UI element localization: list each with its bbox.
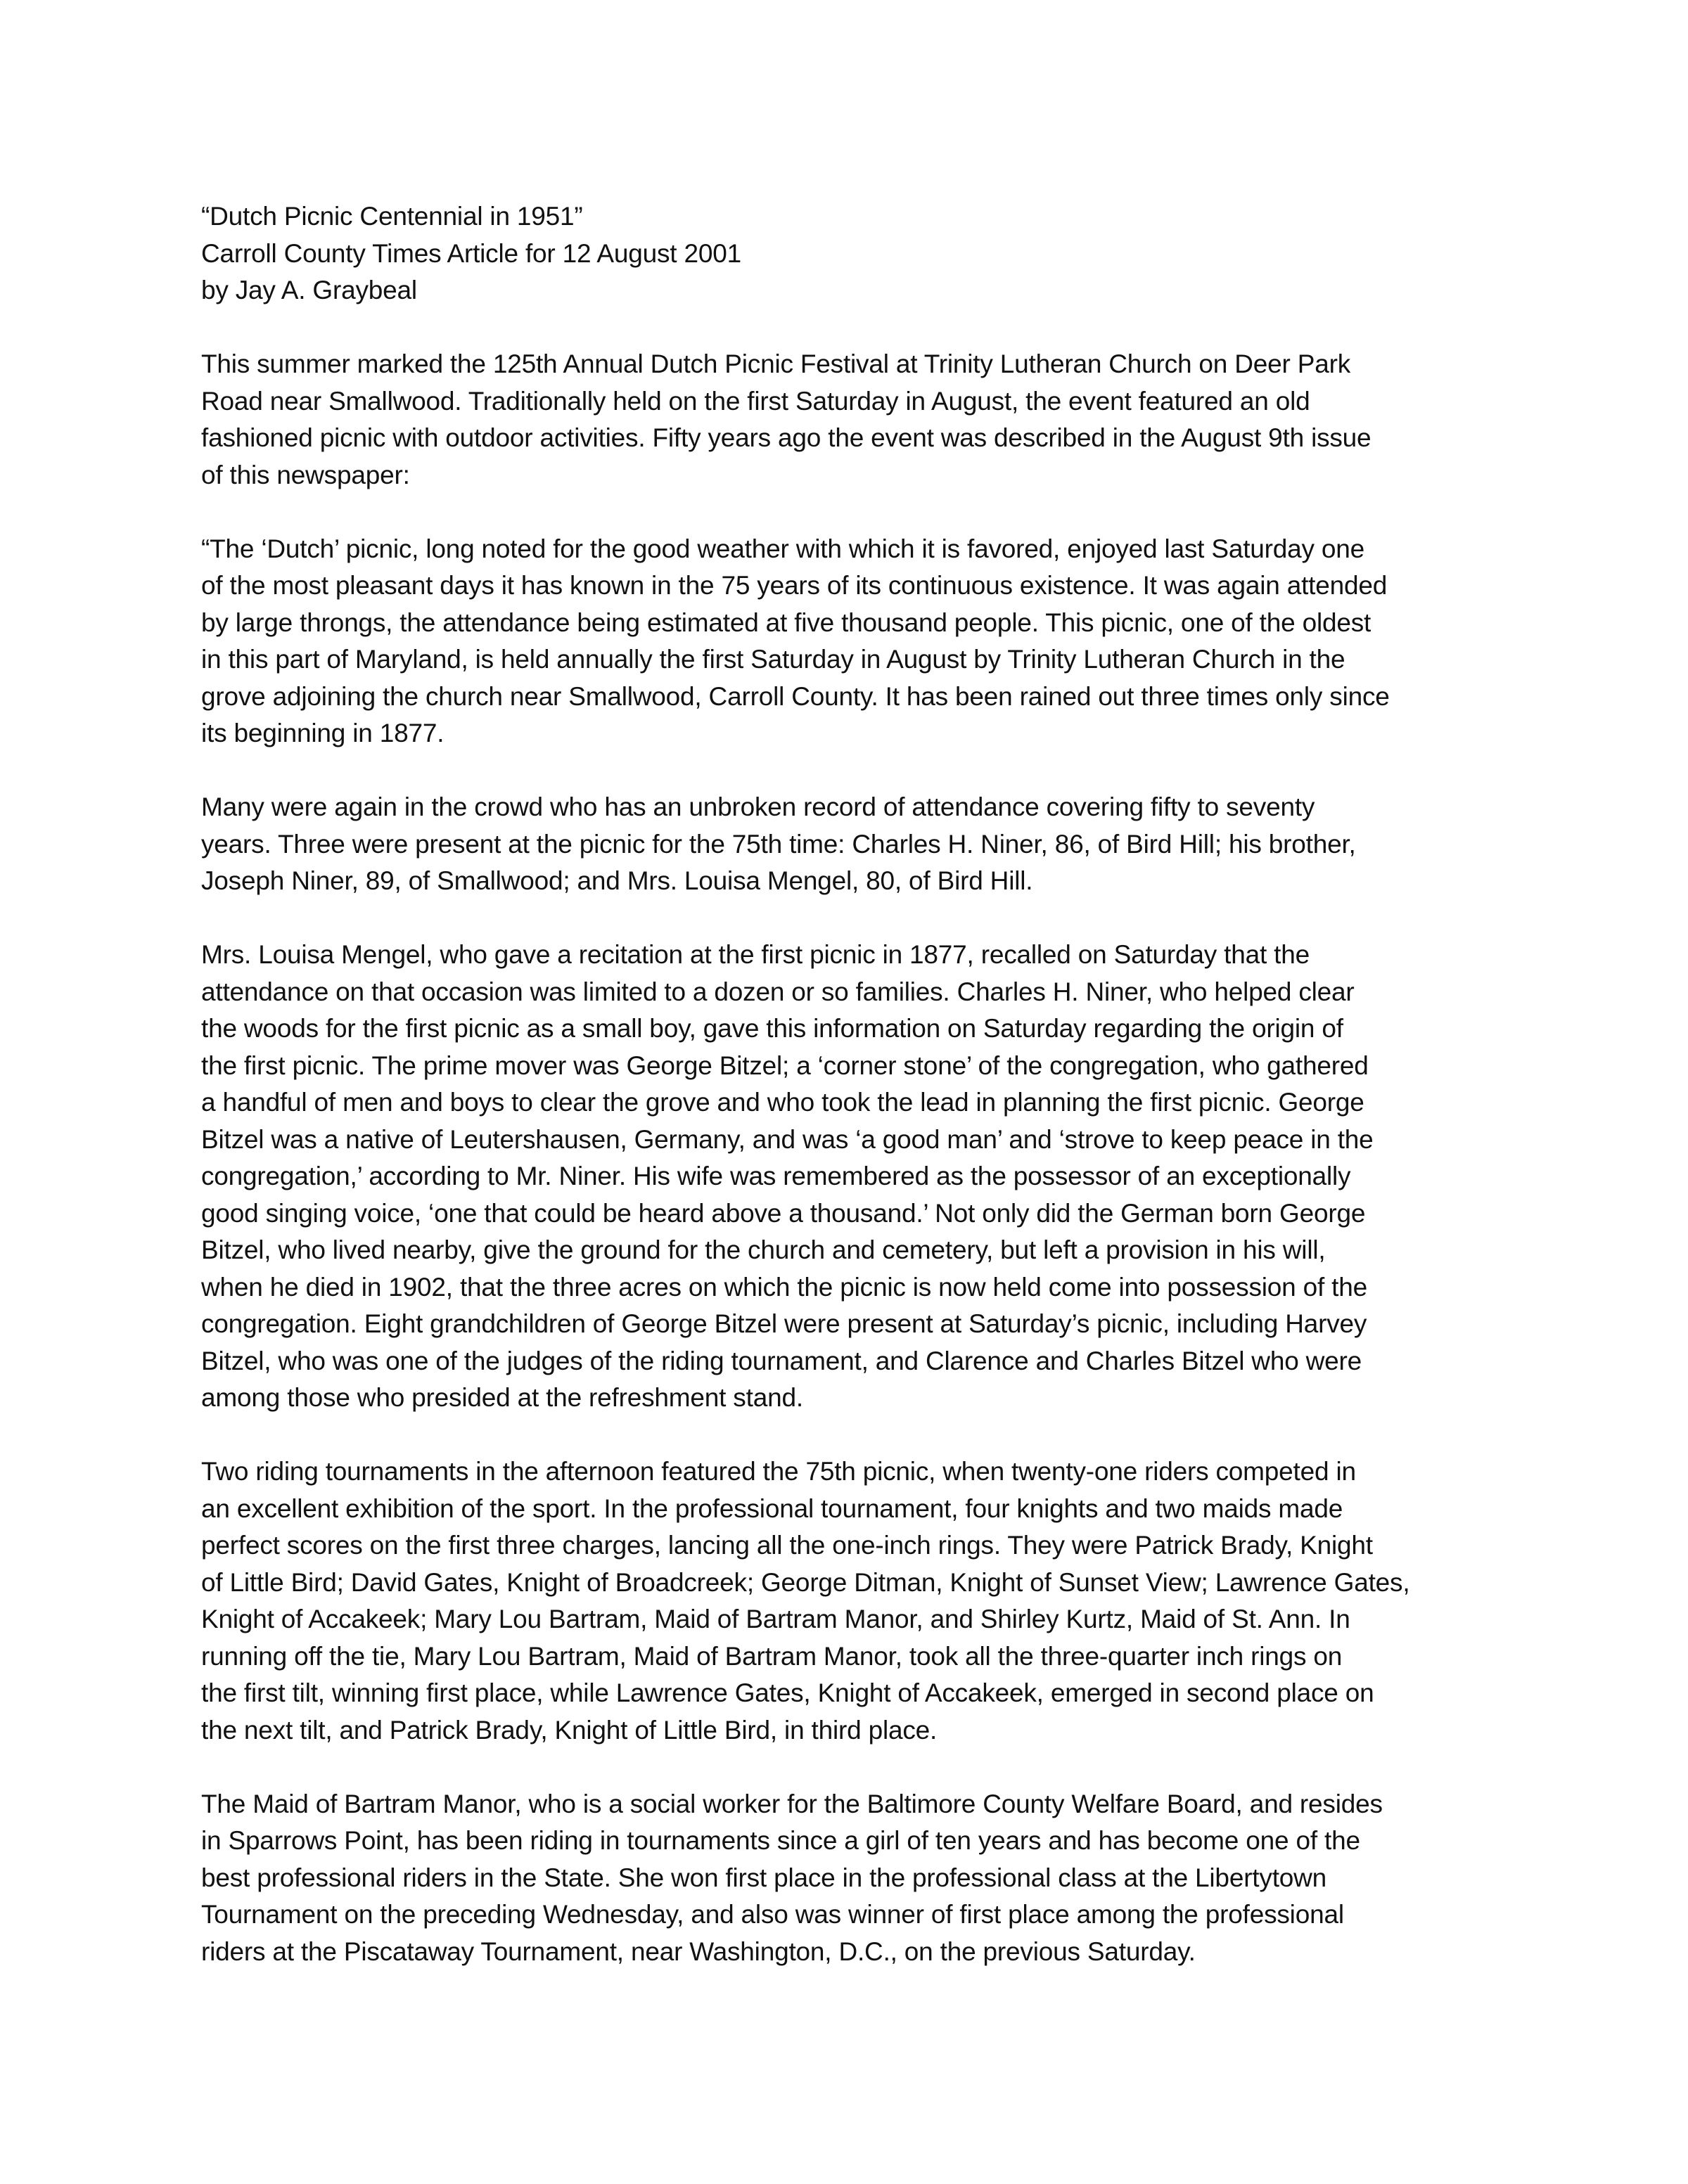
text-line: of this newspaper:: [201, 460, 410, 489]
text-line: riders at the Piscataway Tournament, near Washington, D.C., on the previous Saturday.: [201, 1936, 1196, 1966]
text-line: Bitzel, who was one of the judges of the riding tournament, and Clarence and Charles Bitzel who were: [201, 1346, 1362, 1375]
paragraph: [201, 346, 1509, 494]
text-line: best professional riders in the State. She won first place in the professional class at the Libertytown: [201, 1863, 1327, 1892]
paragraph: [201, 937, 1509, 1417]
paragraph: [201, 531, 1509, 752]
text-line: running off the tie, Mary Lou Bartram, Maid of Bartram Manor, took all the three-quarter inch rings on: [201, 1641, 1343, 1671]
text-line: the next tilt, and Patrick Brady, Knight of Little Bird, in third place.: [201, 1715, 938, 1745]
text-line: the woods for the first picnic as a small boy, gave this information on Saturday regarding the origin of: [201, 1014, 1343, 1043]
text-line: attendance on that occasion was limited to a dozen or so families. Charles H. Niner, who helped clear: [201, 977, 1355, 1006]
text-line: good singing voice, ‘one that could be heard above a thousand.’ Not only did the German born George: [201, 1198, 1366, 1228]
text-line: in this part of Maryland, is held annually the first Saturday in August by Trinity Lutheran Church in the: [201, 645, 1345, 674]
text-line: perfect scores on the first three charges, lancing all the one-inch rings. They were Patrick Brady, Knight: [201, 1531, 1373, 1560]
text-line: congregation,’ according to Mr. Niner. His wife was remembered as the possessor of an exceptionally: [201, 1162, 1351, 1190]
text-line: Bitzel was a native of Leutershausen, Germany, and was ‘a good man’ and ‘strove to keep peace in the: [201, 1124, 1374, 1154]
text-line: Mrs. Louisa Mengel, who gave a recitation at the first picnic in 1877, recalled on Saturday that the: [201, 940, 1310, 969]
text-line: of Little Bird; David Gates, Knight of Broadcreek; George Ditman, Knight of Sunset View; Lawrence Gates,: [201, 1567, 1410, 1597]
document-page: [201, 198, 1509, 2008]
text-line: The Maid of Bartram Manor, who is a social worker for the Baltimore County Welfare Board, and resides: [201, 1789, 1383, 1818]
text-line: by large throngs, the attendance being estimated at five thousand people. This picnic, one of the oldest: [201, 608, 1372, 637]
paragraph: [201, 789, 1509, 900]
text-line: among those who presided at the refreshment stand.: [201, 1383, 803, 1412]
text-line: its beginning in 1877.: [201, 719, 445, 747]
text-line: the first picnic. The prime mover was George Bitzel; a ‘corner stone’ of the congregation, who gathered: [201, 1051, 1369, 1080]
text-line: fashioned picnic with outdoor activities. Fifty years ago the event was described in the August 9th issue: [201, 423, 1372, 452]
text-line: when he died in 1902, that the three acres on which the picnic is now held come into possession of the: [201, 1272, 1367, 1302]
article-source: Carroll County Times Article for 12 August 2001: [201, 238, 741, 268]
text-line: Many were again in the crowd who has an unbroken record of attendance covering fifty to seventy: [201, 792, 1315, 821]
text-line: grove adjoining the church near Smallwood, Carroll County. It has been rained out three times only since: [201, 681, 1390, 711]
text-line: of the most pleasant days it has known in the 75 years of its continuous existence. It was again attended: [201, 571, 1388, 600]
text-line: a handful of men and boys to clear the grove and who took the lead in planning the first picnic. George: [201, 1088, 1364, 1117]
paragraph: [201, 1786, 1509, 1971]
text-line: “The ‘Dutch’ picnic, long noted for the good weather with which it is favored, enjoyed last Saturday one: [201, 534, 1365, 563]
paragraph: [201, 1453, 1509, 1749]
text-line: Two riding tournaments in the afternoon featured the 75th picnic, when twenty-one riders competed in: [201, 1457, 1356, 1486]
text-line: in Sparrows Point, has been riding in tournaments since a girl of ten years and has become one of the: [201, 1826, 1360, 1855]
text-line: years. Three were present at the picnic for the 75th time: Charles H. Niner, 86, of Bird Hill; his brother,: [201, 829, 1356, 859]
article-byline: by Jay A. Graybeal: [201, 276, 417, 304]
text-line: Knight of Accakeek; Mary Lou Bartram, Maid of Bartram Manor, and Shirley Kurtz, Maid of St. Ann. In: [201, 1605, 1350, 1633]
text-line: Joseph Niner, 89, of Smallwood; and Mrs. Louisa Mengel, 80, of Bird Hill.: [201, 866, 1033, 895]
text-line: congregation. Eight grandchildren of George Bitzel were present at Saturday’s picnic, including Harvey: [201, 1309, 1367, 1338]
text-line: Bitzel, who lived nearby, give the ground for the church and cemetery, but left a provision in his will,: [201, 1235, 1326, 1264]
text-line: Tournament on the preceding Wednesday, and also was winner of first place among the professional: [201, 1900, 1344, 1929]
text-line: Road near Smallwood. Traditionally held on the first Saturday in August, the event featured an old: [201, 386, 1310, 416]
text-line: This summer marked the 125th Annual Dutch Picnic Festival at Trinity Lutheran Church on Deer Park: [201, 349, 1351, 378]
text-line: an excellent exhibition of the sport. In the professional tournament, four knights and two maids made: [201, 1494, 1343, 1523]
text-line: the first tilt, winning first place, while Lawrence Gates, Knight of Accakeek, emerged in second place on: [201, 1678, 1374, 1707]
article-body: [201, 346, 1509, 1970]
article-title: “Dutch Picnic Centennial in 1951”: [201, 202, 583, 231]
article-header: [201, 198, 1509, 309]
